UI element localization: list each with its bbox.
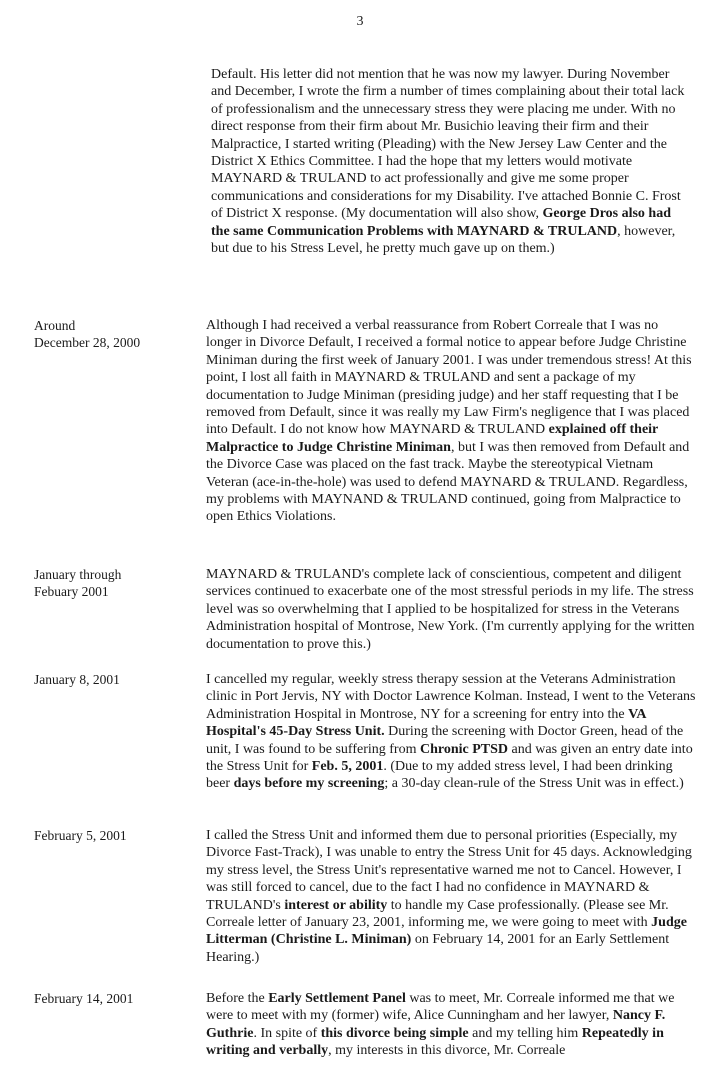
text-run: , but I was then removed from Default and the Divorce Case was placed on the fast track. Maybe the stereotypical Vietnam Veteran (ace-in-the-hole) was used to defend MAYNARD & TRULAND. Regardless, my problems with MAYNAND & TRULAND continued, going from Malpractice to open Ethics Violations. [206,439,690,525]
entry-date [34,671,194,688]
text-run: , my interests in this divorce, Mr. Correale [328,1043,566,1059]
emphasized-text: Feb. 5, 2001 [311,759,384,775]
emphasized-text: Early Settlement Panel [268,991,406,1006]
emphasized-text: Judge Litterman (Christine L. Miniman) [206,915,687,948]
date-line: January through [34,567,122,582]
date-line: February 5, 2001 [34,828,127,843]
date-line: January 8, 2001 [34,672,120,687]
date-line: February 14, 2001 [34,991,134,1006]
text-run: MAYNARD & TRULAND's complete lack of conscientious, competent and diligent services continued to exacerbate one of the most stressful periods in my life. The stress level was so overwhelming that I applied to be hospitalized for stress in the Veterans Administration hospital of Montrose, New York. (I'm currently applying for the written documentation to prove this.) [206,567,695,652]
emphasized-text: interest or ability [284,897,388,913]
text-run: , however, but due to his Stress Level, he pretty much gave up on them.) [211,223,676,257]
emphasized-text: George Dros also had the same Communication Problems with MAYNARD & TRULAND [211,206,672,239]
text-run: Before the [206,991,269,1006]
entry-date [34,566,194,601]
date-line: December 28, 2000 [34,335,141,351]
text-run: and my telling him [468,1025,582,1041]
entry-text [206,671,696,793]
emphasized-text: VA Hospital's 45-Day Stress Unit. [206,706,646,740]
emphasized-text: explained off their Malpractice to Judge Christine Miniman [206,422,659,455]
text-run: I called the Stress Unit and informed them due to personal priorities (Especially, my Divorce Fast-Track), I was unable to entry the Stress Unit for 45 days. Acknowledging my stress level, the Stress Unit's representative warned me not to Cancel. However, I was still forced to cancel, due to the fact I had no confidence in MAYNARD & TRULAND's [206,828,692,913]
text-run: on February 14, 2001 for an Early Settlement Hearing.) [206,932,670,965]
emphasized-text: this divorce being simple [320,1025,469,1041]
paragraph-text [206,317,696,526]
paragraph-text [206,827,696,966]
text-run: I cancelled my regular, weekly stress therapy session at the Veterans Administration clinic in Port Jervis, NY with Doctor Lawrence Kolman. Instead, I went to the Veterans Administration Hospital in Montrose, NY for a screening for entry into the [206,672,696,722]
date-line: Febuary 2001 [34,584,109,600]
paragraph-text [206,990,696,1060]
text-run: ; a 30-day clean-rule of the Stress Unit was in effect.) [384,776,684,792]
entry-text [206,566,696,653]
text-run: and was given an entry date into the Stress Unit for [206,741,693,775]
page-number: 3 [356,14,364,29]
text-run: Default. His letter did not mention that he was now my lawyer. During November and December, I wrote the firm a number of times complaining about their total lack of professionalism and the unnecessary stress they were placing me under. With no direct response from their firm about Mr. Busichio leaving their firm and their Malpractice, I started writing (Pleading) with the New Jersey Law Center and the District X Ethics Committee. I had the hope that my letters would motivate MAYNARD & TRULAND to act professionally and give me some proper communications and considerations for my Disability. I've attached Bonnie C. Frost of District X response. (My documentation will also show, [211,67,685,222]
text-run: Although I had received a verbal reassurance from Robert Correale that I was no longer in Divorce Default, I received a formal notice to appear before Judge Christine Miniman during the first week of January 2001. I was under tremendous stress! At this point, I lost all faith in MAYNARD & TRULAND and sent a package of my documentation to Judge Miniman (presiding judge) and her staff requesting that I be removed from Default, since it was really my Law Firm's negligence that I was placed into Default. I do not know how MAYNARD & TRULAND [206,318,692,438]
intro-paragraph [211,66,691,257]
date-line: Around [34,318,76,333]
text-run: . In spite of [253,1025,321,1041]
emphasized-text: Nancy F. Guthrie [206,1008,666,1041]
entry-date [34,827,194,844]
emphasized-text: Repeatedly in writing and verbally [206,1025,664,1059]
text-run: During the screening with Doctor Green, head of the unit, I was found to be suffering from [206,724,684,757]
emphasized-text: days before my screening [233,776,385,792]
entry-date [34,990,194,1007]
text-run: was to meet, Mr. Correale informed me that we were to meet with my (former) wife, Alice Cunningham and her lawyer, [206,991,675,1024]
paragraph-text [206,671,696,793]
entry-date [34,317,194,352]
paragraph-text [211,66,691,257]
paragraph-text [206,566,696,653]
emphasized-text: Chronic PTSD [419,741,509,757]
text-run: . (Due to my added stress level, I had been drinking beer [206,759,673,792]
entry-text [206,990,696,1060]
text-run: to handle my Case professionally. (Please see Mr. Correale letter of January 23, 2001, informing me, we were going to meet with [206,897,669,931]
entry-text [206,827,696,966]
entry-text [206,317,696,526]
